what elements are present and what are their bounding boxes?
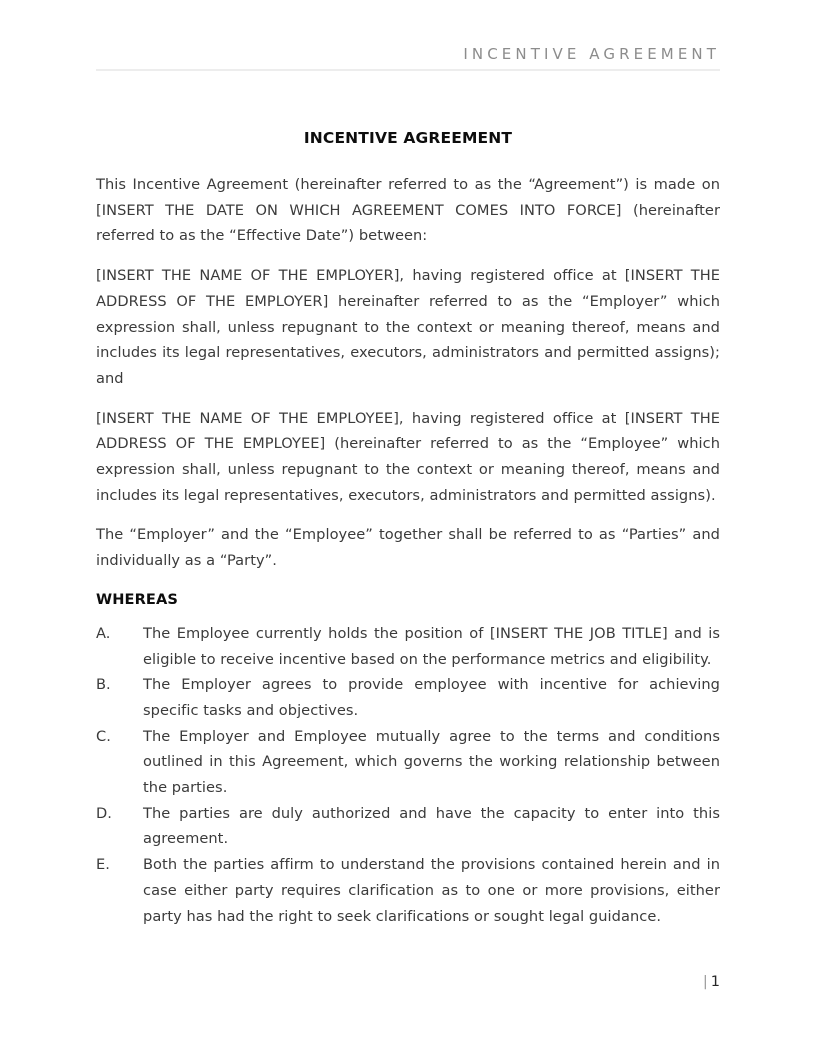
list-item-marker: D.: [96, 804, 112, 822]
list-item-text: The parties are duly authorized and have the capacity to enter into this agreement.: [143, 804, 720, 848]
footer-page-number: 1: [710, 974, 720, 990]
running-header-title: INCENTIVE AGREEMENT: [463, 45, 720, 63]
list-item-text: Both the parties affirm to understand the provisions contained herein and in case either party requires clarification as to one or more provisions, either party has had the right to seek clarifications or sought legal guidance.: [143, 856, 720, 925]
list-item-marker: A.: [96, 624, 111, 642]
list-item-marker: B.: [96, 676, 111, 694]
paragraph-recitals-intro: This Incentive Agreement (hereinafter referred to as the “Agreement”) is made on [INSERT THE DATE ON WHICH AGREEMENT COMES INTO FORCE] (hereinafter referred to as the “Effective Date”) between:: [96, 176, 720, 245]
footer-separator: |: [702, 974, 708, 990]
page-footer: [96, 971, 720, 993]
list-item-marker: E.: [96, 856, 110, 874]
list-item: [96, 801, 720, 852]
list-item-text: The Employer agrees to provide employee with incentive for achieving specific tasks and objectives.: [143, 676, 720, 719]
section-heading-whereas: WHEREAS: [96, 590, 178, 608]
list-item: [96, 621, 720, 672]
list-item: [96, 724, 720, 801]
page-title: INCENTIVE AGREEMENT: [303, 129, 513, 147]
list-item: [96, 852, 720, 929]
running-header: [96, 44, 720, 64]
list-item-text: The Employer and Employee mutually agree to the terms and conditions outlined in this Agreement, which governs the working relationship between the parties.: [143, 727, 720, 797]
paragraph-employee-party: [INSERT THE NAME OF THE EMPLOYEE], having registered office at [INSERT THE ADDRESS OF THE EMPLOYEE] (hereinafter referred to as the “Employee” which expression shall, unless repugnant to the context or meaning thereof, means and includes its legal representatives, executors, administrators and permitted assigns).: [96, 409, 720, 504]
list-item: [96, 672, 720, 723]
paragraph-employer-party: [INSERT THE NAME OF THE EMPLOYER], having registered office at [INSERT THE ADDRESS OF THE EMPLOYER] hereinafter referred to as the “Employer” which expression shall, unless repugnant to the context or meaning thereof, means and includes its legal representatives, executors, administrators and permitted assigns); and: [96, 267, 720, 387]
document-body: [96, 126, 720, 929]
list-item-text: The Employee currently holds the position of [INSERT THE JOB TITLE] and is eligible to receive incentive based on the performance metrics and eligibility.: [143, 624, 720, 668]
header-divider-rule: [96, 69, 720, 71]
list-item-marker: C.: [96, 727, 111, 745]
recitals-list: [96, 621, 720, 929]
paragraph-parties-definition: The “Employer” and the “Employee” together shall be referred to as “Parties” and individually as a “Party”.: [96, 526, 720, 570]
